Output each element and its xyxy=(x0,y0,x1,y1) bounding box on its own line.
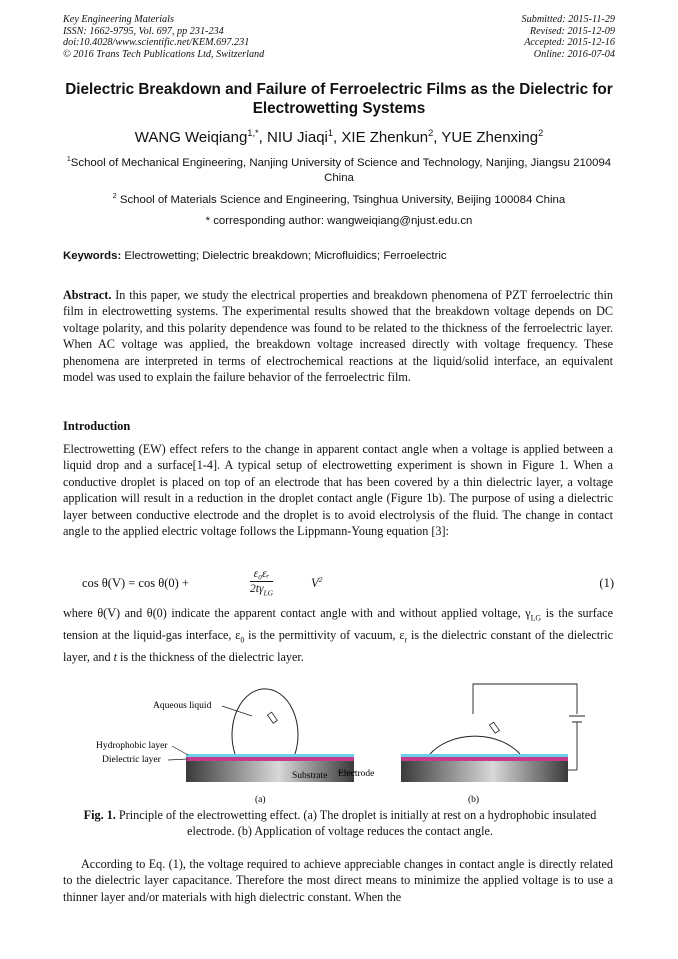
panel-a-label: (a) xyxy=(255,795,266,805)
journal-header xyxy=(63,14,264,60)
label-dielectric-layer: Dielectric layer xyxy=(102,755,161,765)
circuit-wire-top xyxy=(473,684,577,714)
author-affiliation-mark: 2 xyxy=(428,128,434,138)
submitted-date: Submitted: 2015-11-29 xyxy=(521,14,615,25)
author-list: WANG Weiqiang$^{1,*}$, NIU Jiaqi$^1$, XIE Zhenkun$^2$, YUE Zhenxing$^2$ xyxy=(134,128,544,146)
equation-numerator: ε₀εᵣ xyxy=(250,567,273,582)
droplet-a xyxy=(232,689,298,754)
intro-paragraph-2: where θ(V) and θ(0) indicate the apparent contact angle with and without applied voltage, $\gamma_{LG}$ is the surface tension at the liquid-gas interface, $\varepsilon_0$ is the permittivity of vacuum, $\varepsilon_r$ is the dielectric constant of the dielectric layer, and t is the thickness of the dielectric layer. xyxy=(63,606,614,664)
dielectric-layer-b xyxy=(401,757,568,761)
label-substrate: Substrate xyxy=(292,771,328,781)
corresponding-author: * corresponding author: wangweiqiang@njust.edu.cn xyxy=(205,215,473,227)
intro-paragraph-1: Electrowetting (EW) effect refers to the change in apparent contact angle when a voltage is applied between a liquid drop and a surface[1-4]. A typical setup of electrowetting experiment is shown in Figure 1. When a conductive droplet is placed on top of an electrode that has been covered by a thin dielectric layer, a voltage application will result in a reduction in the droplet contact angle (Figure 1b). The purpose of using a dielectric layer between conductive electrode and the droplet is to avoid electrolysis of the fluid. The change in contact angle to the applied electric voltage follows the Lippmann-Young equation [3]: xyxy=(63,442,613,539)
author-affiliation-mark: 1,* xyxy=(247,128,259,138)
leader-dielectric xyxy=(168,759,188,760)
figure-caption: Fig. 1. Principle of the electrowetting effect. (a) The droplet is initially at rest on a hydrophobic insulated electrode. (b) Application of voltage reduces the contact angle. xyxy=(83,808,597,838)
droplet-highlight-b xyxy=(489,722,499,733)
panel-b-label: (b) xyxy=(468,795,480,805)
author-affiliation-mark: 1 xyxy=(327,128,334,138)
equation-rhs: $V^2$ xyxy=(311,574,323,590)
lippmann-young-equation xyxy=(82,567,614,603)
leader-hydrophobic xyxy=(172,746,188,755)
figure-electrowetting xyxy=(80,678,600,808)
equation-denominator: $2t\gamma_{LG}$ xyxy=(250,583,274,598)
substrate-a xyxy=(186,761,354,782)
accepted-date: Accepted: 2015-12-16 xyxy=(524,37,615,49)
journal-doi: doi:10.4028/www.scientific.net/KEM.697.231 xyxy=(63,37,250,49)
author-name: NIU Jiaqi xyxy=(267,129,328,146)
journal-copyright: © 2016 Trans Tech Publications Ltd, Switzerland xyxy=(63,48,265,60)
substrate-b xyxy=(401,761,568,782)
hydrophobic-layer-a xyxy=(186,754,354,757)
dates-header xyxy=(522,14,615,60)
author-affiliation-mark: 2 xyxy=(538,128,544,138)
hydrophobic-layer-b xyxy=(401,754,568,757)
journal-name: Key Engineering Materials xyxy=(63,14,174,25)
equation-fraction xyxy=(250,567,273,600)
dielectric-layer-a xyxy=(186,757,354,761)
affiliation-2: $^2$ School of Materials Science and Engineering, Tsinghua University, Beijing 100084 China xyxy=(112,193,566,206)
abstract: Abstract. In this paper, we study the electrical properties and breakdown phenomena of PZT ferroelectric thin film in electrowetting systems. The experimental results showed that the breakdown voltage depends on DC voltage polarity, and this polarity dependence was found to be related to the thickness of the ferroelectric layer. When AC voltage was applied, the breakdown voltage increased directly with voltage frequency. These phenomena are interpreted in terms of electrochemical reactions at the liquid/solid interface, an equivalent model was used to explain the failure behavior of the ferroelectric film. xyxy=(63,288,614,385)
author-name: WANG Weiqiang xyxy=(134,129,248,146)
panel-b-diagram xyxy=(401,684,585,782)
affiliation-1: $^1$School of Mechanical Engineering, Nanjing University of Science and Technology, Nanjing, Jiangsu 210094 China xyxy=(66,156,612,184)
equation-lhs: cos θ(V) = cos θ(0) + xyxy=(82,576,189,590)
label-hydrophobic-layer: Hydrophobic layer xyxy=(96,741,168,751)
journal-issn: ISSN: 1662-9795, Vol. 697, pp 231-234 xyxy=(63,25,224,37)
author-name: XIE Zhenkun xyxy=(341,129,429,146)
label-electrode: Electrode xyxy=(338,769,375,779)
equation-number: (1) xyxy=(599,576,614,590)
label-aqueous-liquid: Aqueous liquid xyxy=(153,701,212,711)
revised-date: Revised: 2015-12-09 xyxy=(529,25,615,37)
paper-title: Dielectric Breakdown and Failure of Ferroelectric Films as the Dielectric for Electrowetting Systems xyxy=(65,81,613,117)
author-name: YUE Zhenxing xyxy=(441,129,539,146)
online-date: Online: 2016-07-04 xyxy=(533,48,615,60)
intro-paragraph-3: According to Eq. (1), the voltage required to achieve appreciable changes in contact angle is directly related to the dielectric layer capacitance. Therefore the most direct means to minimize the applied voltage is to use a thinner layer and/or materials with high dielectric constant. When the xyxy=(63,857,613,904)
droplet-b xyxy=(430,736,520,754)
section-heading-introduction: Introduction xyxy=(63,419,131,433)
keywords: Keywords: Electrowetting; Dielectric breakdown; Microfluidics; Ferroelectric xyxy=(63,250,447,262)
